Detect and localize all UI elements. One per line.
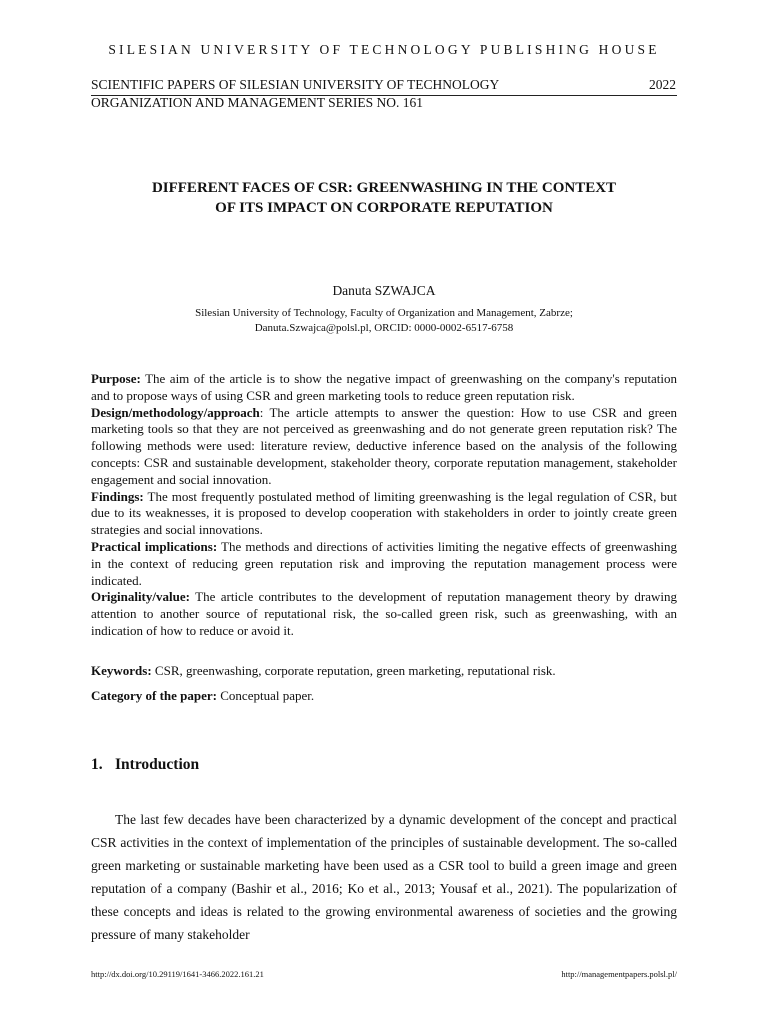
- abstract-implications: [91, 539, 677, 589]
- abstract-text: The aim of the article is to show the negative impact of greenwashing on the company's reputation and to propose ways of using CSR and green marketing tools to reduce green reputation risk.: [91, 371, 677, 403]
- section-heading: [91, 756, 199, 774]
- journal-row: [91, 77, 676, 93]
- category-label: Category of the paper:: [91, 687, 217, 703]
- abstract-text: The most frequently postulated method of limiting greenwashing is the legal regulation of CSR, but due to its weaknesses, it is proposed to develop cooperation with stakeholders in order to jointly create green strategies and social innovations.: [91, 488, 677, 538]
- intro-paragraph: The last few decades have been characterized by a dynamic development of the concept and practical CSR activities in the context of implementation of the principles of sustainable development. The so-called green marketing or sustainable marketing have been used as a CSR tool to build a green image and green reputation of a company (Bashir et al., 2016; Ko et al., 2013; Yousaf et al., 2021). The popularization of these concepts and ideas is related to the growing environmental awareness of societies and the growing pressure of many stakeholder: [91, 812, 677, 942]
- article-title-line2: OF ITS IMPACT ON CORPORATE REPUTATION: [215, 200, 553, 216]
- abstract-purpose: [91, 371, 677, 405]
- series-title: ORGANIZATION AND MANAGEMENT SERIES NO. 161: [91, 95, 423, 110]
- journal-title: SCIENTIFIC PAPERS OF SILESIAN UNIVERSITY OF TECHNOLOGY: [91, 77, 500, 92]
- footer-site-link[interactable]: http://managementpapers.polsl.pl/: [561, 969, 677, 979]
- paper-category: [91, 688, 677, 705]
- abstract-label: Design/methodology/approach: [91, 404, 260, 420]
- section-title: Introduction: [115, 756, 200, 773]
- affiliation-line1: Silesian University of Technology, Faculty of Organization and Management, Zabrze;: [195, 307, 573, 319]
- abstract-label: Practical implications:: [91, 538, 218, 554]
- keywords: [91, 663, 677, 680]
- abstract-text: : The article attempts to answer the question: How to use CSR and green marketing tools so that they are not perceived as greenwashing and do not generate green reputation risk? The following methods were used: literature review, deductive inference based on the analysis of the following concepts: CSR and sustainable development, stakeholder theory, corporate reputation management, stakeholder engagement and social innovation.: [91, 404, 677, 487]
- intro-body: [91, 808, 677, 946]
- keywords-text: CSR, greenwashing, corporate reputation, green marketing, reputational risk.: [151, 663, 556, 678]
- author-name: Danuta SZWAJCA: [332, 283, 436, 298]
- abstract-label: Originality/value:: [91, 589, 190, 605]
- author-affiliation: [0, 306, 768, 335]
- abstract-label: Findings:: [91, 488, 144, 504]
- abstract-originality: [91, 589, 677, 639]
- journal-year: 2022: [649, 77, 676, 92]
- abstract-findings: [91, 489, 677, 539]
- category-text: Conceptual paper.: [217, 687, 315, 703]
- article-title-line1: DIFFERENT FACES OF CSR: GREENWASHING IN THE CONTEXT: [151, 180, 617, 196]
- affiliation-line2: Danuta.Szwajca@polsl.pl, ORCID: 0000-0002-6517-6758: [254, 321, 514, 334]
- keywords-block: [91, 663, 677, 713]
- article-title: [91, 178, 677, 218]
- footer-doi-link[interactable]: http://dx.doi.org/10.29119/1641-3466.2022.161.21: [91, 969, 264, 979]
- abstract-label: Purpose:: [91, 371, 141, 386]
- abstract-design: [91, 405, 677, 489]
- abstract-text: The methods and directions of activities limiting the negative effects of greenwashing in the context of reducing green reputation risk and improving the reputation management process were indicated.: [91, 538, 677, 588]
- keywords-label: Keywords:: [91, 663, 152, 678]
- publisher-header: SILESIAN UNIVERSITY OF TECHNOLOGY PUBLISHING HOUSE: [108, 42, 660, 57]
- abstract: [91, 371, 677, 640]
- abstract-text: The article contributes to the development of reputation management theory by drawing attention to another source of reputational risk, the so-called green risk, such as greenwashing, with an indication of how to reduce or avoid it.: [91, 589, 677, 638]
- section-number: 1.: [91, 756, 103, 773]
